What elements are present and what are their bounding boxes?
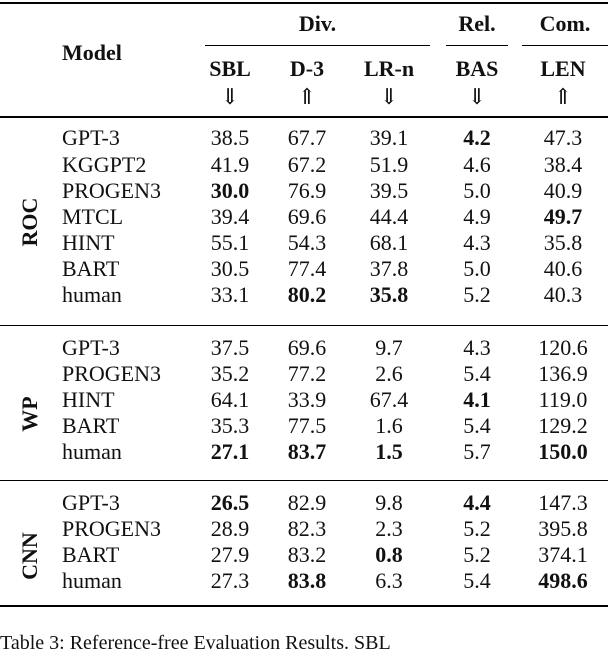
- table-cell: 38.4: [543, 152, 583, 177]
- table-cell: 44.4: [369, 204, 409, 229]
- com-cmidrule: [522, 45, 608, 46]
- table-cell: 5.2: [463, 542, 491, 567]
- table-cell: 30.0: [210, 178, 250, 203]
- model-name: HINT: [62, 230, 115, 255]
- table-cell: 33.9: [287, 387, 327, 412]
- header-col-d-3: D-3: [289, 56, 325, 81]
- table-cell: 498.6: [538, 568, 588, 593]
- group-label-cnn: CNN: [17, 532, 42, 580]
- group-label-roc: ROC: [17, 197, 42, 247]
- model-name: human: [62, 568, 122, 593]
- table-cell: 35.8: [543, 230, 583, 255]
- header-div: Div.: [298, 11, 337, 36]
- table-cell: 77.2: [287, 361, 327, 386]
- header-rel: Rel.: [458, 11, 496, 36]
- model-name: GPT-3: [62, 125, 120, 150]
- table-cell: 35.8: [369, 282, 409, 307]
- header-model: Model: [62, 40, 122, 65]
- table-cell: 120.6: [538, 335, 588, 360]
- table-cell: 5.0: [463, 178, 491, 203]
- table-cell: 129.2: [538, 413, 588, 438]
- table-cell: 83.2: [287, 542, 327, 567]
- table-cell: 136.9: [538, 361, 588, 386]
- table-cell: 40.9: [543, 178, 583, 203]
- table-cell: 39.5: [369, 178, 409, 203]
- table-cell: 4.3: [463, 335, 491, 360]
- table-cell: 55.1: [210, 230, 250, 255]
- table-cell: 82.9: [287, 490, 327, 515]
- table-cell: 67.4: [369, 387, 409, 412]
- table-cell: 27.1: [210, 439, 250, 464]
- table-cell: 30.5: [210, 256, 250, 281]
- table-cell: 35.3: [210, 413, 250, 438]
- table-cell: 9.8: [375, 490, 403, 515]
- rel-cmidrule: [446, 45, 508, 46]
- model-name: BART: [62, 256, 120, 281]
- table-cell: 77.5: [287, 413, 327, 438]
- model-name: PROGEN3: [62, 516, 162, 541]
- header-com: Com.: [539, 11, 591, 36]
- table-cell: 119.0: [538, 387, 588, 412]
- table-cell: 5.0: [463, 256, 491, 281]
- table-cell: 5.2: [463, 282, 491, 307]
- header-arrow-icon: ⇓: [220, 84, 240, 109]
- table-cell: 40.3: [543, 282, 583, 307]
- model-name: human: [62, 439, 122, 464]
- header-arrow-icon: ⇓: [467, 84, 487, 109]
- table-cell: 37.5: [210, 335, 250, 360]
- table-cell: 51.9: [369, 152, 409, 177]
- header-arrow-icon: ⇑: [297, 84, 317, 109]
- table-cell: 4.1: [463, 387, 491, 412]
- table-cell: 374.1: [538, 542, 588, 567]
- table-cell: 4.3: [463, 230, 491, 255]
- table-cell: 5.4: [463, 361, 491, 386]
- table-cell: 150.0: [538, 439, 588, 464]
- group-label-wp: WP: [17, 396, 42, 432]
- div-cmidrule: [205, 45, 430, 46]
- group-separator-rule: [0, 480, 608, 481]
- table-cell: 69.6: [287, 204, 327, 229]
- model-name: GPT-3: [62, 335, 120, 360]
- table-cell: 26.5: [210, 490, 250, 515]
- table-cell: 40.6: [543, 256, 583, 281]
- table-cell: 67.7: [287, 125, 327, 150]
- table-cell: 147.3: [538, 490, 588, 515]
- model-name: MTCL: [62, 204, 124, 229]
- table-cell: 69.6: [287, 335, 327, 360]
- table-cell: 76.9: [287, 178, 327, 203]
- model-name: human: [62, 282, 122, 307]
- group-separator-rule: [0, 325, 608, 326]
- model-name: PROGEN3: [62, 178, 162, 203]
- header-arrow-icon: ⇓: [379, 84, 399, 109]
- table-cell: 4.2: [463, 125, 491, 150]
- table-caption: Table 3: Reference-free Evaluation Results. SBL: [0, 632, 391, 654]
- table-cell: 82.3: [287, 516, 327, 541]
- model-name: PROGEN3: [62, 361, 162, 386]
- table-cell: 49.7: [543, 204, 583, 229]
- model-name: BART: [62, 413, 120, 438]
- table-cell: 4.9: [463, 204, 491, 229]
- table-cell: 2.3: [375, 516, 403, 541]
- table-cell: 77.4: [287, 256, 327, 281]
- table-cell: 39.1: [369, 125, 409, 150]
- table-cell: 27.9: [210, 542, 250, 567]
- table-cell: 6.3: [375, 568, 403, 593]
- table-cell: 83.7: [287, 439, 327, 464]
- model-name: KGGPT2: [62, 152, 147, 177]
- table-cell: 47.3: [543, 125, 583, 150]
- table-cell: 67.2: [287, 152, 327, 177]
- table-cell: 41.9: [210, 152, 250, 177]
- table-cell: 68.1: [369, 230, 409, 255]
- table-cell: 0.8: [375, 542, 403, 567]
- model-name: HINT: [62, 387, 115, 412]
- model-name: BART: [62, 542, 120, 567]
- header-col-len: LEN: [540, 56, 586, 81]
- table-cell: 64.1: [210, 387, 250, 412]
- table-cell: 35.2: [210, 361, 250, 386]
- table-cell: 39.4: [210, 204, 250, 229]
- table-cell: 38.5: [210, 125, 250, 150]
- top-rule: [0, 2, 608, 4]
- table-cell: 5.2: [463, 516, 491, 541]
- table-cell: 1.5: [375, 439, 403, 464]
- table-cell: 9.7: [375, 335, 403, 360]
- table-cell: 5.7: [463, 439, 491, 464]
- table-cell: 4.6: [463, 152, 491, 177]
- header-col-lr-n: LR-n: [363, 56, 415, 81]
- table-cell: 5.4: [463, 568, 491, 593]
- header-arrow-icon: ⇑: [553, 84, 573, 109]
- table-cell: 37.8: [369, 256, 409, 281]
- table-cell: 1.6: [375, 413, 403, 438]
- table-cell: 54.3: [287, 230, 327, 255]
- bottom-rule: [0, 605, 608, 607]
- model-name: GPT-3: [62, 490, 120, 515]
- header-rule: [0, 116, 608, 118]
- header-col-sbl: SBL: [209, 56, 251, 81]
- table-cell: 27.3: [210, 568, 250, 593]
- table-cell: 83.8: [287, 568, 327, 593]
- header-col-bas: BAS: [455, 56, 499, 81]
- table-cell: 5.4: [463, 413, 491, 438]
- table-cell: 4.4: [463, 490, 491, 515]
- table-cell: 28.9: [210, 516, 250, 541]
- table-cell: 80.2: [287, 282, 327, 307]
- table-cell: 395.8: [538, 516, 588, 541]
- table-cell: 2.6: [375, 361, 403, 386]
- table-cell: 33.1: [210, 282, 250, 307]
